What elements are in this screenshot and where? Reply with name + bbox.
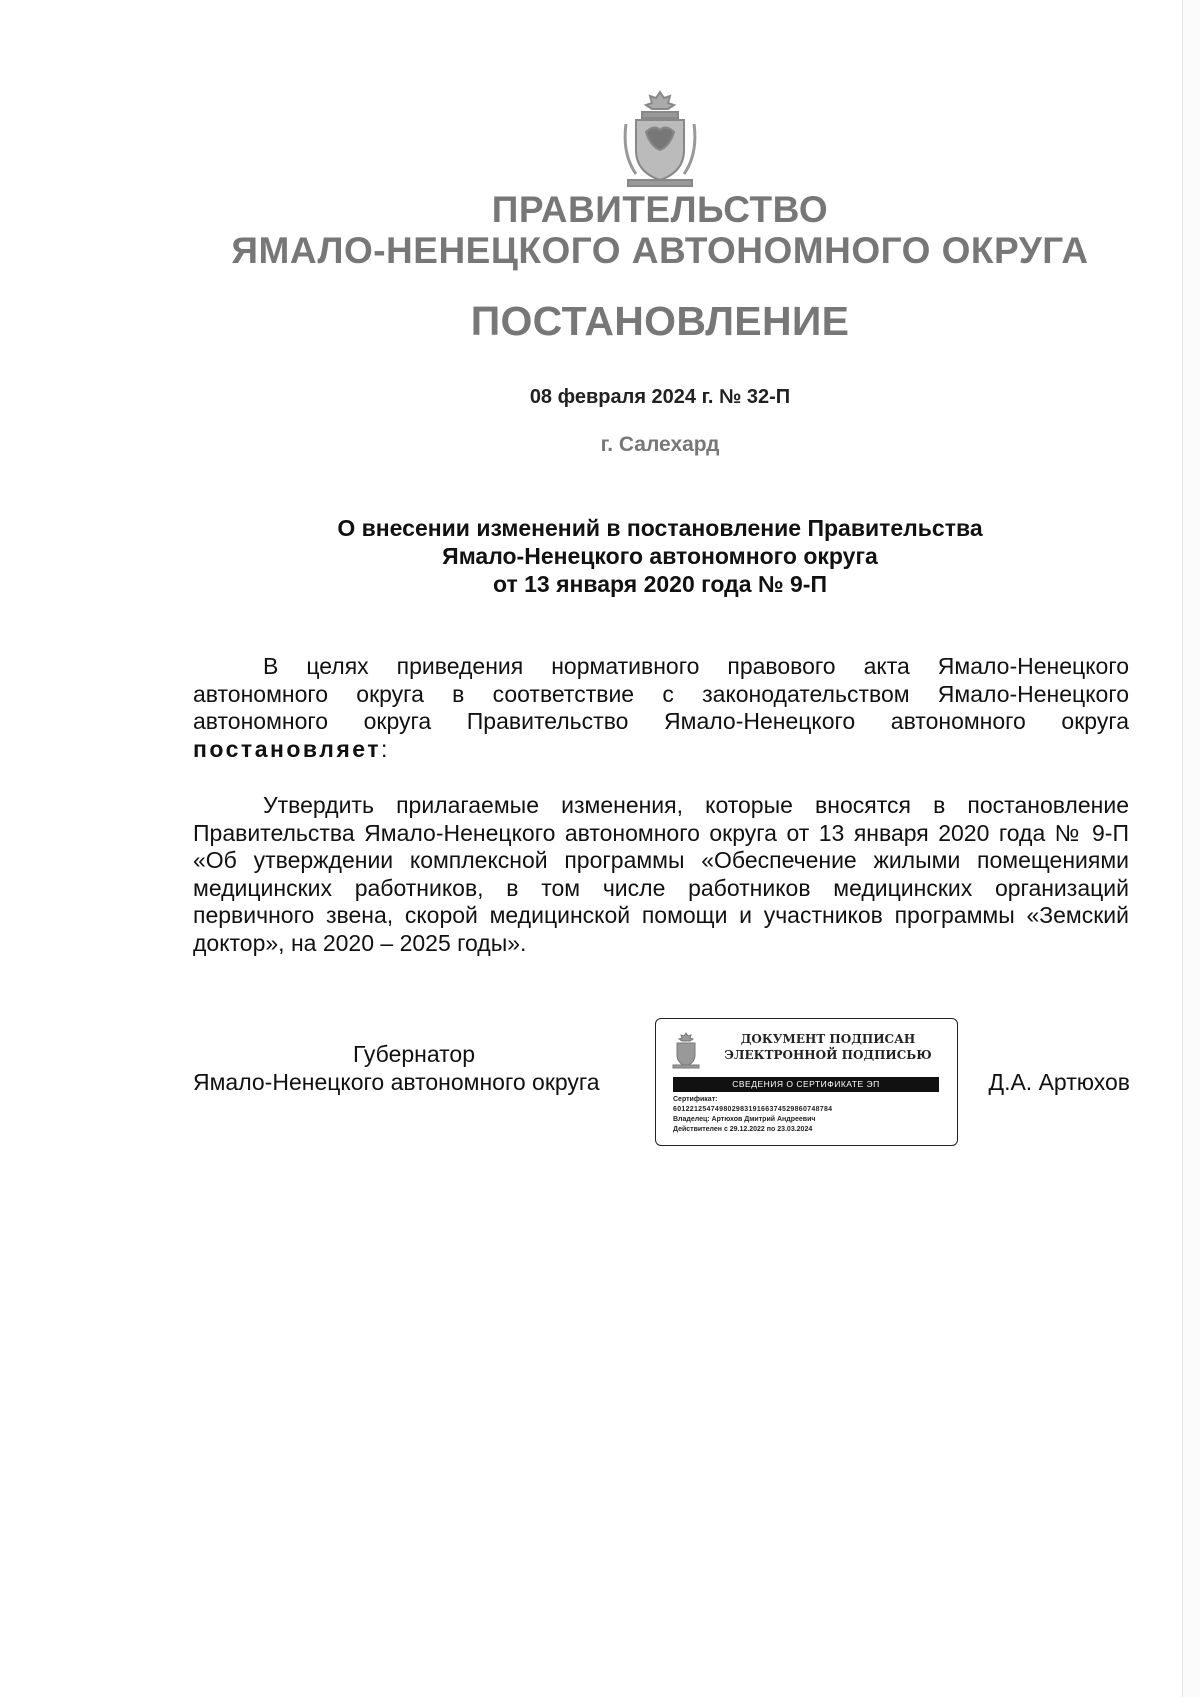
operative-paragraph [193, 792, 1129, 957]
document-subject [280, 514, 1040, 598]
document-date-number: 08 февраля 2024 г. № 32-П [529, 386, 791, 408]
certificate-label: Сертификат: [673, 1096, 718, 1103]
coat-of-arms-emblem-icon [620, 88, 700, 190]
certificate-owner: Владелец: Артюхов Дмитрий Андреевич [673, 1116, 816, 1123]
document-type-title: ПОСТАНОВЛЕНИЕ [470, 298, 850, 344]
certificate-info-bar: СВЕДЕНИЯ О СЕРТИФИКАТЕ ЭП [673, 1077, 939, 1092]
stamp-heading: ДОКУМЕНТ ПОДПИСАН [740, 1032, 916, 1046]
signatory-name: Д.А. Артюхов [988, 1069, 1130, 1095]
government-region: ЯМАЛО-НЕНЕЦКОГО АВТОНОМНОГО ОКРУГА [231, 230, 1089, 271]
subject-line: Ямало-Ненецкого автономного округа [442, 543, 878, 569]
resolves-keyword: постановляет [193, 735, 382, 762]
government-title: ПРАВИТЕЛЬСТВО [491, 189, 829, 230]
signatory-position: Губернатор [352, 1041, 476, 1067]
preamble-colon: : [381, 735, 388, 762]
electronic-signature-stamp [655, 1018, 958, 1146]
stamp-heading: ЭЛЕКТРОННОЙ ПОДПИСЬЮ [724, 1048, 932, 1062]
certificate-validity: Действителен с 29.12.2022 по 23.03.2024 [673, 1126, 813, 1133]
coat-of-arms-small-icon [671, 1031, 701, 1069]
subject-line: О внесении изменений в постановление Правительства [337, 515, 983, 541]
preamble-paragraph [193, 653, 1129, 763]
operative-text: Утвердить прилагаемые изменения, которые вносятся в постановление Правительства Ямало-Ненецкого автономного округа от 13 января 2020 года № 9-П «Об утверждении комплексной программы «Обеспечение жилыми помещениями медицинских работников, в том числе работников медицинских организаций первичного звена, скорой медицинской помощи и участников программы «Земский доктор», на 2020 – 2025 годы». [193, 792, 1129, 956]
certificate-number: 601221254749802983191663745298607487​84 [673, 1106, 833, 1113]
signatory-organization: Ямало-Ненецкого автономного округа [193, 1069, 600, 1095]
subject-line: от 13 января 2020 года № 9-П [493, 571, 827, 597]
document-city: г. Салехард [600, 433, 720, 456]
preamble-text: В целях приведения нормативного правового акта Ямало-Ненецкого автономного округа в соответствие с законодательством Ямало-Ненецкого автономного округа Правительство Ямало-Ненецкого автономного округа [193, 653, 1129, 734]
